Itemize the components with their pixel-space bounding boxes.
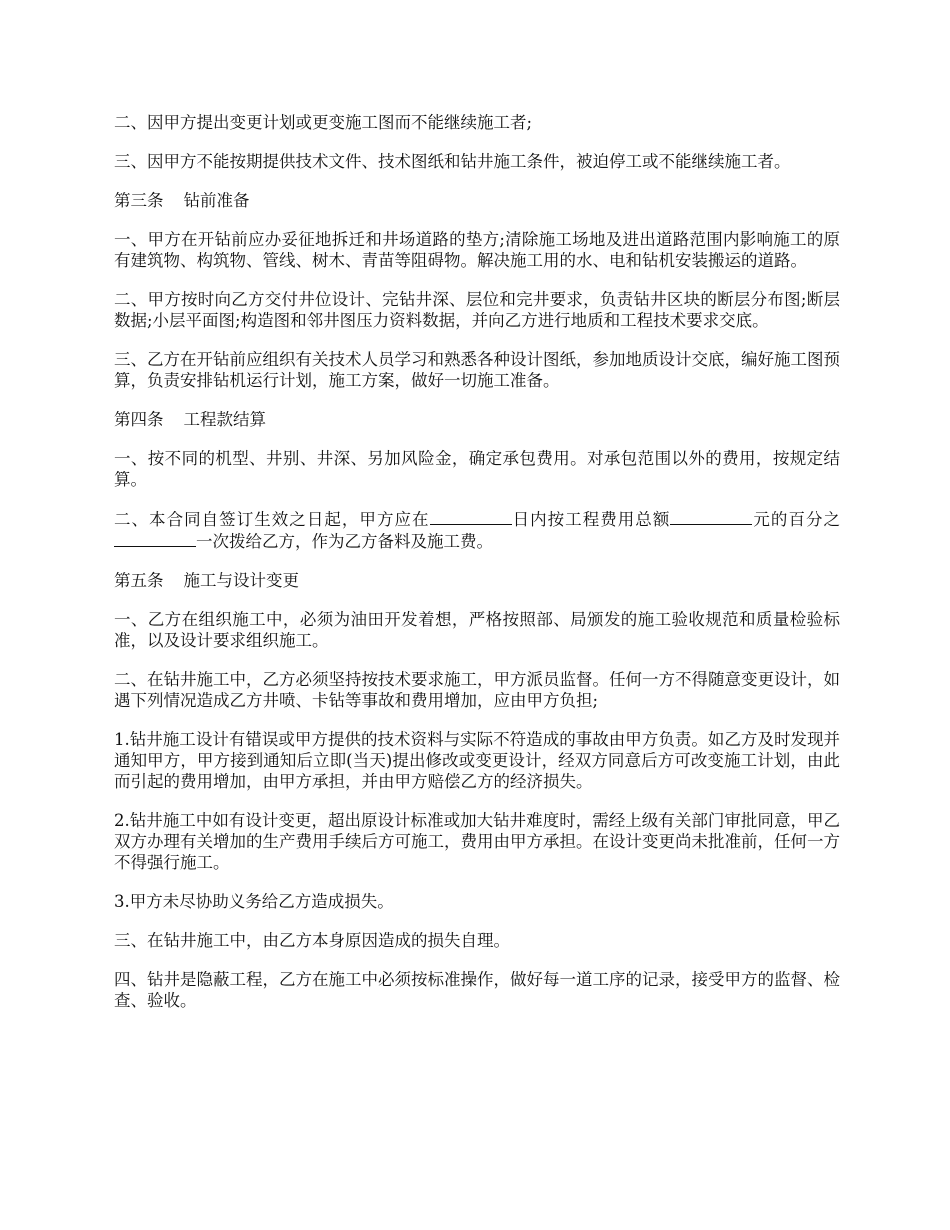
clause-paragraph: 一、乙方在组织施工中，必须为油田开发着想，严格按照部、局颁发的施工验收规范和质量检验标准，以及设计要求组织施工。 [114,610,840,650]
clause-paragraph: 三、乙方在开钻前应组织有关技术人员学习和熟悉各种设计图纸，参加地质设计交底，编好施工图预算，负责安排钻机运行计划，施工方案，做好一切施工准备。 [114,350,840,390]
fill-in-blank-amount[interactable] [670,508,752,525]
article-title: 施工与设计变更 [183,571,299,590]
fill-in-blank-percent[interactable] [114,530,196,547]
article-title: 钻前准备 [183,191,250,210]
document-page [114,112,840,1029]
clause-paragraph: 2.钻井施工中如有设计变更，超出原设计标准或加大钻井难度时，需经上级有关部门审批同意，甲乙双方办理有关增加的生产费用手续后方可施工，费用由甲方承担。在设计变更尚未批准前，任何一方不得强行施工。 [114,811,840,872]
article-number: 第三条 [114,191,164,210]
clause-paragraph: 二、因甲方提出变更计划或更变施工图而不能继续施工者; [114,113,533,132]
article-heading-5 [114,570,840,591]
clause-text: 元的百分之 [752,510,841,529]
clause-paragraph: 3.甲方未尽协助义务给乙方造成损失。 [114,892,394,911]
clause-text: 一次拨给乙方，作为乙方备料及施工费。 [196,532,493,551]
clause-paragraph: 三、因甲方不能按期提供技术文件、技术图纸和钻井施工条件，被迫停工或不能继续施工者。 [114,152,791,171]
article-heading-4 [114,409,840,430]
payment-clause [114,508,840,552]
clause-paragraph: 一、按不同的机型、井别、井深、另加风险金，确定承包费用。对承包范围以外的费用，按规定结算。 [114,449,840,489]
clause-paragraph: 二、在钻井施工中，乙方必须坚持按技术要求施工，甲方派员监督。任何一方不得随意变更设计，如遇下列情况造成乙方井喷、卡钻等事故和费用增加，应由甲方负担; [114,670,840,710]
clause-paragraph: 1.钻井施工设计有错误或甲方提供的技术资料与实际不符造成的事故由甲方负责。如乙方及时发现并通知甲方，甲方接到通知后立即(当天)提出修改或变更设计，经双方同意后方可改变施工计划，由此而引起的费用增加，由甲方承担，并由甲方赔偿乙方的经济损失。 [114,730,840,791]
clause-text: 日内按工程费用总额 [511,510,671,529]
article-number: 第五条 [114,571,164,590]
article-title: 工程款结算 [183,410,266,429]
clause-paragraph: 四、钻井是隐蔽工程，乙方在施工中必须按标准操作，做好每一道工序的记录，接受甲方的监督、检查、验收。 [114,970,840,1010]
article-number: 第四条 [114,410,164,429]
clause-paragraph: 二、甲方按时向乙方交付井位设计、完钻井深、层位和完井要求，负责钻井区块的断层分布图;断层数据;小层平面图;构造图和邻井图压力资料数据，并向乙方进行地质和工程技术要求交底。 [114,290,840,330]
article-heading-3 [114,190,840,211]
clause-paragraph: 一、甲方在开钻前应办妥征地拆迁和井场道路的垫方;清除施工场地及进出道路范围内影响施工的原有建筑物、构筑物、管线、树木、青苗等阻碍物。解决施工用的水、电和钻机安装搬运的道路。 [114,230,840,270]
fill-in-blank-days[interactable] [430,508,512,525]
clause-paragraph: 三、在钻井施工中，由乙方本身原因造成的损失自理。 [114,931,510,950]
clause-text: 二、本合同自签订生效之日起，甲方应在 [114,510,430,529]
